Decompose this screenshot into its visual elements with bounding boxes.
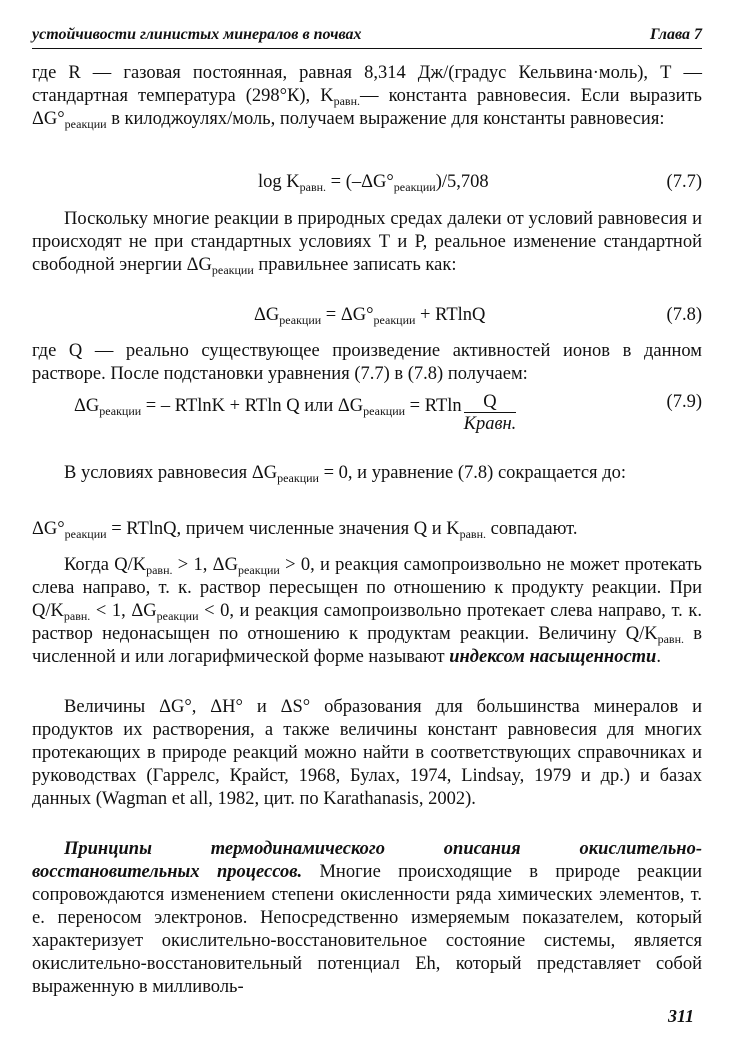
equilibrium-line [32, 518, 702, 541]
eq79-sub: реакции [99, 404, 142, 418]
eqline-a: ΔG° [32, 519, 65, 539]
p2-sub: реакции [211, 263, 254, 277]
fraction-numerator: Q [464, 392, 517, 413]
eq78-c: + RTlnQ [415, 305, 486, 325]
eqline-b: = RTlnQ, причем численные значения Q и K [106, 519, 460, 539]
section-heading-inline: Принципы термодинамического описания окислительно-восстановительных процессов. [32, 839, 702, 882]
running-header-title: устойчивости глинистых минералов в почвах [32, 26, 362, 43]
eq78-sub-2: реакции [373, 313, 416, 327]
p6-text: Величины ΔG°, ΔH° и ΔS° образования для большинства минералов и продуктов их растворения, а также величины констант равновесия для многих протекающих в природе реакций можно найти в соответствующих справочниках и руководствах (Гаррелс, Крайст, 1968, Булах, 1974, Lindsay, 1979 и др.) и базах данных (Wagman et all, 1982, цит. по Karathanasis, 2002). [32, 697, 702, 809]
eqline-sub: реакции [64, 527, 107, 541]
equation-number: (7.8) [666, 305, 702, 325]
p5-text-7: . [656, 647, 661, 667]
eqline-sub-2: равн. [459, 527, 487, 541]
running-header [32, 22, 702, 49]
fraction-denominator: Кравн. [463, 414, 517, 434]
eq77-sub-2: реакции [393, 180, 436, 194]
chapter-label: Глава 7 [649, 26, 702, 43]
equation-7-8 [32, 305, 702, 331]
p4-text-2: = 0, и уравнение (7.8) сокращается до: [318, 463, 626, 483]
p1-sub: равн. [333, 94, 361, 108]
eq77-a: log K [258, 172, 300, 192]
page-number: 311 [667, 1006, 694, 1026]
p5-text-6: в численной и или логарифмической форме называют [32, 624, 702, 667]
p5-sub: равн. [146, 563, 173, 577]
p5-sub-3: равн. [63, 609, 91, 623]
p1-text: где R — газовая постоянная, равная 8,314 Дж/(градус Кельвина·моль), Т — стандартная температура (298°К), K [32, 63, 702, 106]
eq77-sub: равн. [299, 180, 327, 194]
p1-text-3: в килоджоулях/моль, получаем выражение для константы равновесия: [106, 109, 665, 129]
p5-sub-5: равн. [657, 632, 684, 646]
eq79-a: ΔG [74, 396, 100, 416]
paragraph-4 [32, 462, 702, 485]
eq79-sub-2: реакции [363, 404, 406, 418]
paragraph-3 [32, 340, 702, 386]
paragraph-7 [32, 838, 702, 999]
p1-text-2: — константа равновесия. Если выразить ΔG° [32, 86, 702, 129]
eq78-a: ΔG [254, 305, 280, 325]
p5-sub-4: реакции [156, 609, 199, 623]
p4-text: В условиях равновесия ΔG [64, 463, 278, 483]
p5-text-2: > 1, ΔG [172, 555, 238, 575]
fraction [464, 392, 517, 435]
eq78-sub: реакции [279, 313, 322, 327]
eq79-b: = – RTlnK + RTln Q или ΔG [141, 396, 364, 416]
p2-text: Поскольку многие реакции в природных средах далеки от условий равновесия и происходят не при стандартных условиях Т и Р, реальное изменение стандартной свободной энергии ΔG [32, 209, 702, 275]
eq77-c: )/5,708 [435, 172, 489, 192]
paragraph-6 [32, 696, 702, 811]
p5-text-4: < 1, ΔG [90, 601, 157, 621]
eq79-c: = RTln [405, 396, 462, 416]
equation-7-9 [32, 392, 702, 442]
eq78-b: = ΔG° [321, 305, 374, 325]
eqline-c: совпадают. [486, 519, 578, 539]
p2-text-2: правильнее записать как: [253, 255, 457, 275]
p5-text-3: > 0, и реакция самопроизвольно не может протекать слева направо, т. к. раствор пересыщен по отношению к продукту реакции. При Q/K [32, 555, 702, 621]
p1-sub-2: реакции [64, 117, 107, 131]
paragraph-2 [32, 208, 702, 277]
p5-text: Когда Q/K [64, 555, 147, 575]
equation-7-7 [32, 172, 702, 198]
p5-sub-2: реакции [237, 563, 280, 577]
equation-number: (7.9) [666, 392, 702, 412]
p5-text-5: < 0, и реакция самопроизвольно протекает слева направо, т. к. раствор недонасыщен по отношению к продуктам реакции. Величину Q/K [32, 601, 702, 644]
term-saturation-index: индексом насыщенности [449, 647, 657, 667]
p4-sub: реакции [277, 471, 319, 485]
p3-text: где Q — реально существующее произведение активностей ионов в данном растворе. После подстановки уравнения (7.7) в (7.8) получаем: [32, 341, 702, 384]
paragraph-5 [32, 554, 702, 669]
equation-number: (7.7) [666, 172, 702, 192]
p7-text: Многие происходящие в природе реакции сопровождаются изменением степени окисленности ряда химических элементов, т. е. переносом электронов. Непосредственно измеряемым показателем, который характеризует окислительно-восстановительное состояние системы, является окислительно-восстановительный потенциал Eh, который представляет собой выраженную в милливоль- [32, 862, 702, 997]
eq77-b: = (–ΔG° [326, 172, 394, 192]
paragraph-1 [32, 62, 702, 131]
